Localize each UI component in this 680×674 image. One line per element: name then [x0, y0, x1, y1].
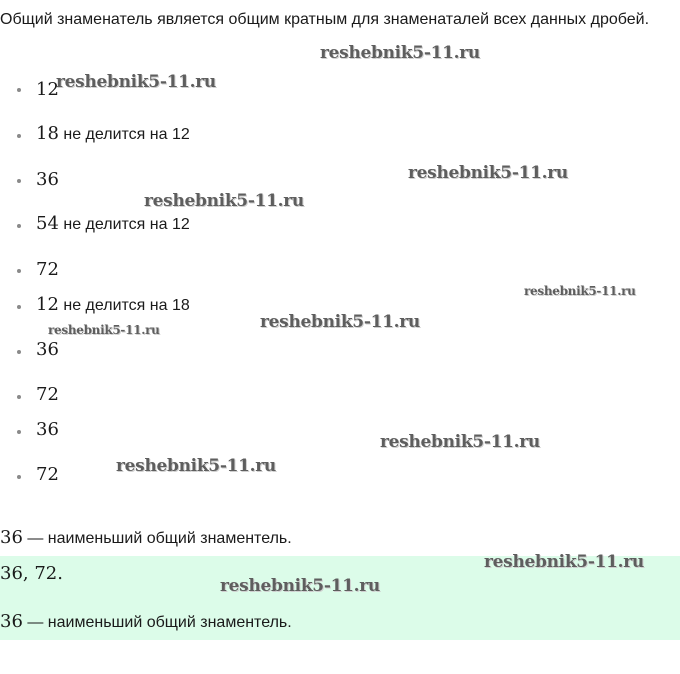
item-number: 72 — [36, 259, 59, 280]
answer-number: 36 — [0, 611, 23, 632]
item-number: 36 — [36, 339, 59, 360]
item-number: 36 — [36, 419, 59, 440]
watermark: reshebnik5-11.ru — [48, 323, 160, 337]
item-number: 18 — [36, 123, 59, 144]
list-item — [36, 214, 190, 235]
list-bullet — [17, 88, 21, 92]
watermark: reshebnik5-11.ru — [116, 456, 276, 476]
item-note: не делится на 12 — [58, 126, 190, 143]
watermark: reshebnik5-11.ru — [408, 163, 568, 183]
item-number: 72 — [36, 464, 59, 485]
item-note: не делится на 18 — [58, 297, 190, 314]
watermark: reshebnik5-11.ru — [144, 191, 304, 211]
list-bullet — [17, 269, 21, 273]
conclusion-number: 36 — [0, 527, 23, 548]
list-bullet — [17, 224, 21, 228]
watermark: reshebnik5-11.ru — [380, 432, 540, 452]
list-item — [36, 170, 59, 191]
conclusion-line — [0, 526, 292, 551]
list-item — [36, 260, 59, 281]
list-item — [36, 420, 59, 441]
watermark: reshebnik5-11.ru — [220, 576, 380, 596]
conclusion-text: — наименьший общий знаментель. — [22, 530, 292, 547]
watermark: reshebnik5-11.ru — [260, 312, 420, 332]
item-number: 54 — [36, 213, 59, 234]
watermark: reshebnik5-11.ru — [56, 72, 216, 92]
list-item — [36, 124, 190, 145]
answer-values: 36, 72. — [0, 563, 63, 584]
list-item — [36, 340, 59, 361]
watermark: reshebnik5-11.ru — [484, 552, 644, 572]
item-number: 72 — [36, 384, 59, 405]
item-number: 36 — [36, 169, 59, 190]
list-item — [36, 295, 190, 316]
list-bullet — [17, 395, 21, 399]
answer-line — [0, 610, 292, 635]
intro-paragraph: Общий знаменатель является общим кратным для знаменаталей всех данных дробей. — [0, 11, 650, 28]
answer-text: — наименьший общий знаментель. — [22, 614, 292, 631]
list-item — [36, 385, 59, 406]
list-bullet — [17, 179, 21, 183]
list-bullet — [17, 305, 21, 309]
item-number: 12 — [36, 79, 59, 100]
list-bullet — [17, 430, 21, 434]
list-bullet — [17, 134, 21, 138]
item-number: 12 — [36, 294, 59, 315]
watermark: reshebnik5-11.ru — [320, 43, 480, 63]
list-bullet — [17, 350, 21, 354]
list-item — [36, 465, 59, 486]
list-bullet — [17, 475, 21, 479]
item-note: не делится на 12 — [58, 216, 190, 233]
watermark: reshebnik5-11.ru — [524, 284, 636, 298]
